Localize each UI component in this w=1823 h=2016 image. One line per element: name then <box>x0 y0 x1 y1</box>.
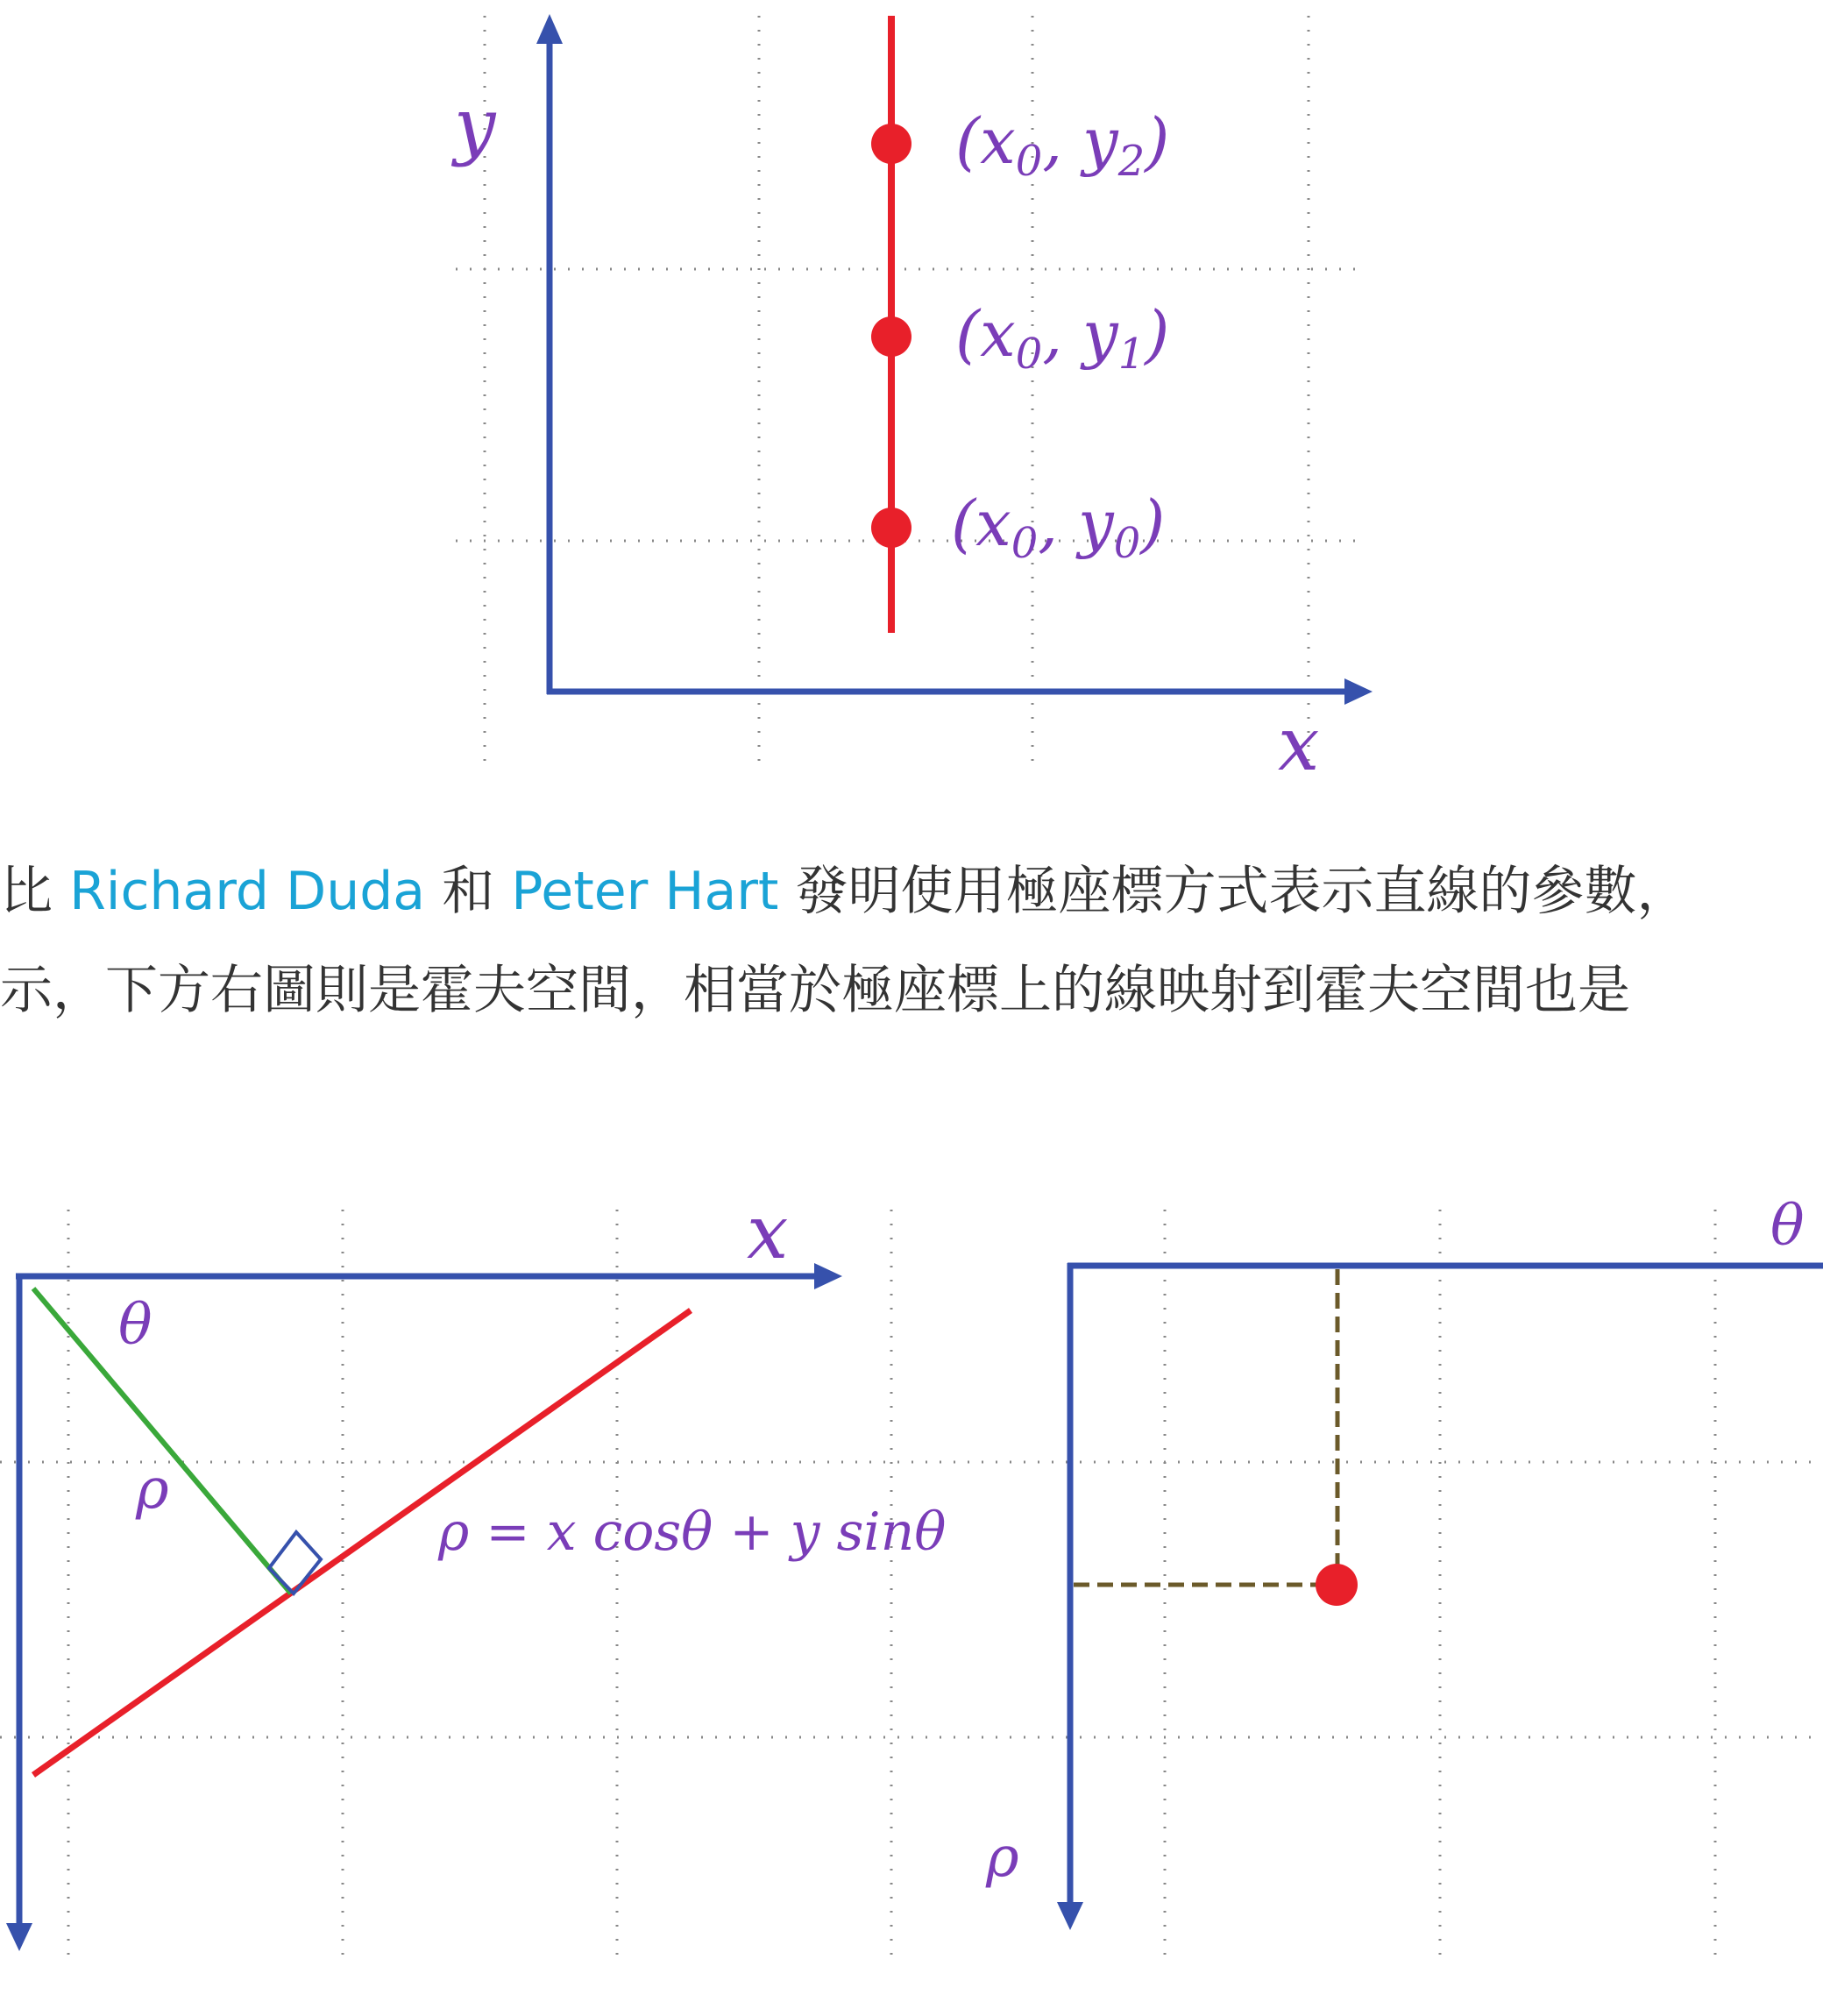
figure2-x-label: x <box>747 1189 789 1275</box>
paragraph-line-1 <box>0 861 1690 922</box>
figure3 <box>982 1194 1823 1963</box>
link-peter-hart[interactable]: Peter Hart <box>511 861 779 922</box>
figure1-point-1 <box>871 316 912 357</box>
paragraph-line-1-mid: 和 <box>425 861 512 922</box>
figure2-rho-label: ρ <box>136 1457 169 1522</box>
figure2 <box>0 1189 982 1963</box>
figure3-projection-lines <box>1074 1269 1337 1585</box>
figure1-x-arrowhead <box>1344 678 1373 705</box>
figure1 <box>450 14 1373 787</box>
figure2-theta-label: θ <box>118 1293 153 1358</box>
figure1-point-0 <box>871 508 912 548</box>
figure1-grid <box>456 16 1367 763</box>
paragraph-line-1-post: 發明使用極座標方式表示直線的參數， <box>778 861 1690 922</box>
paragraph-line-1-pre: 比 <box>0 861 70 922</box>
figure1-label-point-1: (x0, y1) <box>955 297 1170 379</box>
link-richard-duda[interactable]: Richard Duda <box>69 861 426 922</box>
figure1-x-label: x <box>1278 701 1320 787</box>
figure3-rho-arrowhead <box>1057 1902 1083 1930</box>
figure3-point <box>1316 1564 1358 1606</box>
figure3-theta-label: θ <box>1770 1194 1805 1259</box>
figure1-axes <box>547 35 1350 694</box>
figure2-right-angle-icon <box>269 1532 321 1594</box>
figure1-label-point-2: (x0, y2) <box>955 104 1170 186</box>
figure1-y-label: y <box>454 82 496 168</box>
figure3-rho-label: ρ <box>986 1825 1019 1890</box>
figure2-equation: ρ = x cosθ + y sinθ <box>438 1501 947 1563</box>
figure1-y-arrowhead <box>536 14 563 44</box>
figure2-axes <box>16 1274 819 1928</box>
figure2-normal <box>33 1288 291 1594</box>
paragraph-line-2: 示，下方右圖則是霍夫空間，相當於極座標上的線映射到霍夫空間也是 <box>0 960 1630 1021</box>
figure1-label-point-0: (x0, y0) <box>951 486 1166 568</box>
figure1-point-2 <box>871 124 912 164</box>
figure2-y-arrowhead <box>6 1923 32 1951</box>
figure2-x-arrowhead <box>814 1263 842 1289</box>
